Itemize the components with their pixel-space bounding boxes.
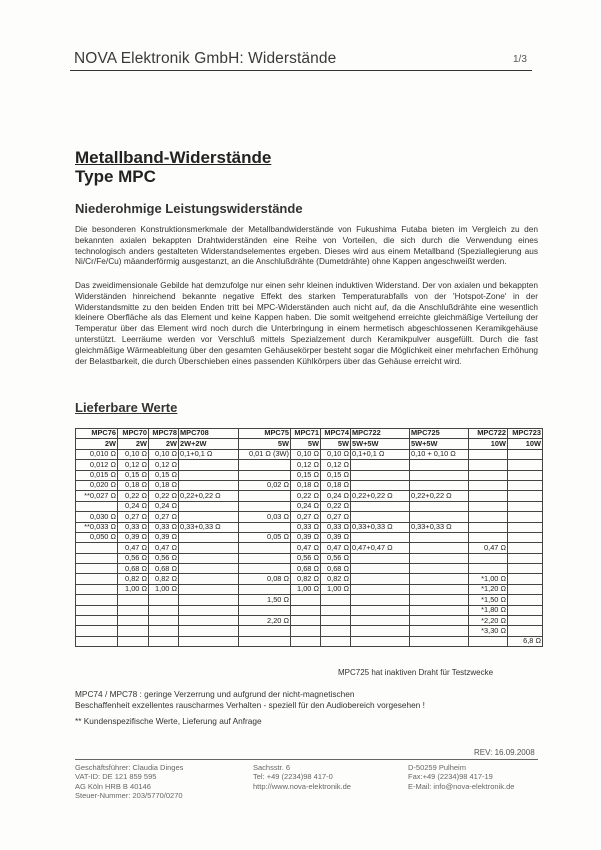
table-cell (179, 470, 239, 480)
table-row (76, 574, 543, 584)
paragraph-details: Das zweidimensionale Gebilde hat demzufolge nur einen sehr kleinen induktiven Widerstand. Der von axialen und bekappten Widerständen hinreichend bekannte negative Effekt des starken Temperaturabfalls von der 'Hotspot-Zone' in der Widerstandsmitte zu den beiden Enden tritt bei MPC-Widerständen auch nicht auf, da die Anschlußdrähte eine wesentlich kleinere Oberfläche als das Element und keine Kappen haben. Die somit weitgehend erreichte gleichmäßige Verteilung der Temperatur über das Element wird noch durch die Unterbringung in einem hermetisch abgeschlossenen Keramikgehäuse unterstützt. Leerräume werden vor Verschluß mittels Spezialzement durch Keramikpulver ausgefüllt. Durch die fast gleichmäßige Wärmeableitung über den gesamten Gehäusekörper besteht sogar die Möglichkeit einer mehrfachen Erhöhung der Belastbarkeit, die durch Überschieben eines passenden Kühlkörpers über das Gehäuse erreicht wird. (75, 280, 538, 366)
table-cell (508, 574, 543, 584)
table-cell (239, 491, 291, 501)
table-cell (76, 636, 118, 646)
table-row (76, 553, 543, 563)
table-cell: 0,22 Ω (149, 491, 179, 501)
table-cell (469, 491, 508, 501)
table-cell (351, 584, 410, 594)
table-cell (508, 553, 543, 563)
table-row (76, 491, 543, 501)
table-cell: 1,50 Ω (239, 595, 291, 605)
table-cell (469, 522, 508, 532)
table-row (76, 564, 543, 574)
table-cell (351, 574, 410, 584)
table-cell: **0,033 Ω (76, 522, 118, 532)
table-cell (239, 564, 291, 574)
table-cell (179, 574, 239, 584)
table-cell: MPC725 (410, 429, 469, 439)
table-row (76, 449, 543, 459)
table-cell (410, 574, 469, 584)
table-cell: MPC76 (76, 429, 118, 439)
table-cell (76, 584, 118, 594)
table-cell (118, 605, 149, 615)
page-subtitle: Type MPC (75, 167, 156, 186)
table-cell (76, 543, 118, 553)
table-cell: 0,020 Ω (76, 480, 118, 490)
mpc725-note: MPC725 hat inaktiven Draht für Testzwecke (338, 668, 494, 677)
table-cell: *1,20 Ω (469, 584, 508, 594)
table-cell (351, 626, 410, 636)
table-cell (239, 584, 291, 594)
table-cell (351, 553, 410, 563)
table-cell (410, 584, 469, 594)
table-cell (239, 636, 291, 646)
table-cell (76, 553, 118, 563)
table-cell: 0,39 Ω (149, 532, 179, 542)
table-row (76, 470, 543, 480)
footer-line: VAT-ID: DE 121 859 595 (75, 772, 157, 782)
footer-line: Steuer-Nummer: 203/5770/0270 (75, 790, 183, 800)
table-cell (351, 605, 410, 615)
table-cell: 0,82 Ω (291, 574, 321, 584)
table-cell: 0,22 Ω (291, 491, 321, 501)
footer-line: Sachsstr. 6 (253, 763, 291, 772)
revision-date: REV: 16.09.2008 (474, 748, 535, 757)
table-cell (410, 564, 469, 574)
table-cell: 0,05 Ω (239, 532, 291, 542)
table-cell: *2,20 Ω (469, 616, 508, 626)
table-cell (508, 626, 543, 636)
table-row (76, 512, 543, 522)
table-cell (179, 532, 239, 542)
table-cell (508, 449, 543, 459)
table-cell: 0,47 Ω (291, 543, 321, 553)
table-cell (179, 595, 239, 605)
table-cell: 5W (321, 439, 351, 449)
table-row (76, 584, 543, 594)
table-cell: 0,33+0,33 Ω (179, 522, 239, 532)
mpc74-note-line1: MPC74 / MPC78 : geringe Verzerrung und aufgrund der nicht-magnetischen (75, 689, 355, 699)
table-cell (351, 532, 410, 542)
footer-contact (408, 763, 514, 791)
table-cell: 0,33 Ω (149, 522, 179, 532)
table-cell: 0,12 Ω (321, 460, 351, 470)
table-cell: 0,68 Ω (321, 564, 351, 574)
table-cell: 1,00 Ω (321, 584, 351, 594)
footer-line: Tel: +49 (2234)98 417-0 (253, 772, 333, 782)
table-cell: 10W (508, 439, 543, 449)
table-cell: 0,27 Ω (118, 512, 149, 522)
table-header-row (76, 439, 543, 449)
table-cell: MPC708 (179, 429, 239, 439)
table-cell: 0,02 Ω (239, 480, 291, 490)
table-cell: 0,47 Ω (149, 543, 179, 553)
table-row (76, 605, 543, 615)
table-cell (179, 584, 239, 594)
table-cell (410, 512, 469, 522)
table-cell (508, 543, 543, 553)
table-cell: 0,24 Ω (321, 491, 351, 501)
table-cell: 0,22+0,22 Ω (179, 491, 239, 501)
table-row (76, 460, 543, 470)
table-cell (508, 501, 543, 511)
table-heading: Lieferbare Werte (75, 400, 178, 415)
footer-email-link[interactable]: E-Mail: info@nova-elektronik.de (408, 781, 515, 791)
table-cell (469, 564, 508, 574)
table-cell (410, 553, 469, 563)
table-cell (321, 636, 351, 646)
table-row (76, 532, 543, 542)
table-row (76, 522, 543, 532)
table-cell (508, 522, 543, 532)
table-cell: 0,33 Ω (321, 522, 351, 532)
table-cell: 0,01 Ω (3W) (239, 449, 291, 459)
table-cell: 0,24 Ω (149, 501, 179, 511)
table-cell: 5W (291, 439, 321, 449)
table-cell: 0,15 Ω (149, 470, 179, 480)
table-cell (76, 595, 118, 605)
table-cell (239, 553, 291, 563)
table-cell: 0,33+0,33 Ω (410, 522, 469, 532)
table-cell: 0,15 Ω (291, 470, 321, 480)
table-cell (239, 522, 291, 532)
table-cell: 0,18 Ω (321, 480, 351, 490)
table-cell (410, 501, 469, 511)
table-cell (149, 616, 179, 626)
footer-line: Geschäftsführer: Claudia Dinges (75, 763, 184, 772)
table-cell: 0,050 Ω (76, 532, 118, 542)
page-number: 1/3 (513, 54, 527, 65)
table-cell: 0,82 Ω (149, 574, 179, 584)
table-cell (351, 595, 410, 605)
table-cell: 0,12 Ω (149, 460, 179, 470)
table-cell (291, 636, 321, 646)
table-cell: 0,82 Ω (118, 574, 149, 584)
table-cell (410, 626, 469, 636)
table-cell: 0,12 Ω (118, 460, 149, 470)
table-cell (351, 501, 410, 511)
table-cell (149, 626, 179, 636)
table-cell (179, 543, 239, 553)
table-cell (508, 480, 543, 490)
table-cell: 0,015 Ω (76, 470, 118, 480)
table-cell (469, 449, 508, 459)
table-cell: 2W+2W (179, 439, 239, 449)
table-cell (321, 595, 351, 605)
table-cell: 10W (469, 439, 508, 449)
table-cell (508, 595, 543, 605)
table-cell (508, 470, 543, 480)
table-cell: 1,00 Ω (118, 584, 149, 594)
table-cell (179, 512, 239, 522)
table-cell: *1,00 Ω (469, 574, 508, 584)
table-cell: 0,12 Ω (291, 460, 321, 470)
table-cell (118, 616, 149, 626)
table-cell: 0,68 Ω (118, 564, 149, 574)
table-cell: 0,18 Ω (149, 480, 179, 490)
table-cell: 0,1+0,1 Ω (351, 449, 410, 459)
table-cell: 0,24 Ω (118, 501, 149, 511)
footer-divider (75, 759, 538, 760)
table-cell (508, 512, 543, 522)
page-title: Metallband-Widerstände (75, 148, 272, 167)
table-cell (291, 626, 321, 636)
table-cell (179, 636, 239, 646)
table-cell: *1,80 Ω (469, 605, 508, 615)
table-cell: 0,10 + 0,10 Ω (410, 449, 469, 459)
table-cell (410, 636, 469, 646)
table-cell (508, 584, 543, 594)
table-cell (469, 553, 508, 563)
footer-line: D-50259 Pulheim (408, 763, 466, 772)
table-cell (179, 605, 239, 615)
table-cell: 0,15 Ω (118, 470, 149, 480)
table-cell: 0,010 Ω (76, 449, 118, 459)
table-header-row (76, 429, 543, 439)
table-cell: 0,08 Ω (239, 574, 291, 584)
table-cell (149, 636, 179, 646)
table-row (76, 501, 543, 511)
table-cell (469, 501, 508, 511)
table-cell: 0,56 Ω (118, 553, 149, 563)
table-cell (179, 626, 239, 636)
header-divider (70, 70, 532, 71)
table-cell: 0,39 Ω (321, 532, 351, 542)
table-cell (76, 626, 118, 636)
table-cell (321, 605, 351, 615)
table-cell (118, 626, 149, 636)
table-cell (76, 564, 118, 574)
table-cell: 2,20 Ω (239, 616, 291, 626)
table-cell: 0,22+0,22 Ω (351, 491, 410, 501)
custom-values-note: ** Kundenspezifische Werte, Lieferung auf Anfrage (75, 716, 262, 726)
table-cell: 0,47 Ω (118, 543, 149, 553)
table-cell (291, 616, 321, 626)
table-cell (179, 480, 239, 490)
table-cell: 0,24 Ω (291, 501, 321, 511)
table-cell: 0,68 Ω (291, 564, 321, 574)
table-cell (351, 616, 410, 626)
table-cell (508, 491, 543, 501)
header-title: NOVA Elektronik GmbH: Widerstände (74, 50, 337, 67)
footer-line: Fax:+49 (2234)98 417-19 (408, 772, 493, 782)
table-cell: 0,22 Ω (321, 501, 351, 511)
table-cell: 5W+5W (410, 439, 469, 449)
table-cell: 0,82 Ω (321, 574, 351, 584)
table-cell (508, 460, 543, 470)
table-cell: 0,10 Ω (118, 449, 149, 459)
table-row (76, 616, 543, 626)
table-cell: 0,56 Ω (149, 553, 179, 563)
table-row (76, 626, 543, 636)
table-cell: *1,50 Ω (469, 595, 508, 605)
table-cell: 0,47 Ω (321, 543, 351, 553)
table-cell (179, 460, 239, 470)
table-cell (291, 595, 321, 605)
table-cell (410, 460, 469, 470)
table-row (76, 543, 543, 553)
table-cell (179, 501, 239, 511)
table-cell: 0,33+0,33 Ω (351, 522, 410, 532)
table-cell: MPC722 (469, 429, 508, 439)
table-cell: MPC75 (239, 429, 291, 439)
table-row (76, 595, 543, 605)
table-cell: 0,39 Ω (291, 532, 321, 542)
table-cell (469, 470, 508, 480)
table-cell: 0,68 Ω (149, 564, 179, 574)
table-cell: 0,030 Ω (76, 512, 118, 522)
footer-website-link[interactable]: http://www.nova-elektronik.de (253, 781, 351, 791)
table-cell (351, 564, 410, 574)
table-cell (508, 616, 543, 626)
table-cell: 0,18 Ω (118, 480, 149, 490)
table-cell: 0,39 Ω (118, 532, 149, 542)
table-cell: 1,00 Ω (291, 584, 321, 594)
table-cell: 0,33 Ω (118, 522, 149, 532)
table-cell: *3,30 Ω (469, 626, 508, 636)
table-cell (239, 470, 291, 480)
table-cell: 0,10 Ω (149, 449, 179, 459)
table-cell (469, 512, 508, 522)
table-cell (118, 595, 149, 605)
table-cell: 0,27 Ω (321, 512, 351, 522)
table-cell: 5W+5W (351, 439, 410, 449)
table-cell: 2W (149, 439, 179, 449)
table-cell: 1,00 Ω (149, 584, 179, 594)
table-cell (118, 636, 149, 646)
table-cell (469, 532, 508, 542)
table-cell (410, 595, 469, 605)
table-cell: 2W (76, 439, 118, 449)
table-cell: 0,1+0,1 Ω (179, 449, 239, 459)
section-heading: Niederohmige Leistungswiderstände (75, 201, 303, 216)
table-cell: 0,03 Ω (239, 512, 291, 522)
table-cell (239, 501, 291, 511)
table-cell: 5W (239, 439, 291, 449)
table-cell (351, 480, 410, 490)
table-cell (410, 616, 469, 626)
table-cell (410, 543, 469, 553)
table-cell (76, 574, 118, 584)
table-cell: 0,33 Ω (291, 522, 321, 532)
table-cell (76, 501, 118, 511)
footer-address (253, 763, 351, 791)
table-cell: 0,27 Ω (291, 512, 321, 522)
table-cell (410, 532, 469, 542)
table-cell: 0,22+0,22 Ω (410, 491, 469, 501)
values-table (75, 428, 543, 647)
table-cell: **0,027 Ω (76, 491, 118, 501)
table-cell (351, 512, 410, 522)
table-cell (351, 470, 410, 480)
table-cell: 0,10 Ω (321, 449, 351, 459)
table-cell (179, 564, 239, 574)
table-cell (351, 636, 410, 646)
table-cell (410, 605, 469, 615)
mpc74-note (75, 689, 425, 711)
table-cell (508, 605, 543, 615)
table-cell (239, 460, 291, 470)
table-cell (508, 564, 543, 574)
table-cell (149, 605, 179, 615)
table-row (76, 480, 543, 490)
table-cell (351, 460, 410, 470)
footer-company-info (75, 763, 183, 800)
table-cell (469, 460, 508, 470)
paragraph-intro: Die besonderen Konstruktionsmerkmale der Metallbandwiderstände von Fukushima Futaba bieten im Vergleich zu den bekannten axialen bekappten Drahtwiderständen eine Reihe von Vorteilen, die sich durch die Verwendung eines technologisch anders gestalteten Widerstandselementes ergeben. Dieses wird aus einem Metallband (Speziallegierung aus Ni/Cr/Fe/Cu) mäanderförmig ausgestanzt, an die Anschlußdrähte (Dumetdrähte) ohne Kappen angeschweißt werden. (75, 224, 538, 267)
table-cell: 0,47 Ω (469, 543, 508, 553)
footer-line: AG Köln HRB B 40146 (75, 781, 151, 791)
table-cell (239, 626, 291, 636)
table-cell (410, 480, 469, 490)
table-cell: MPC78 (149, 429, 179, 439)
table-cell (179, 553, 239, 563)
table-cell (469, 636, 508, 646)
table-cell (179, 616, 239, 626)
table-cell (508, 532, 543, 542)
table-cell (469, 480, 508, 490)
table-cell (239, 605, 291, 615)
table-row (76, 636, 543, 646)
table-cell: MPC74 (321, 429, 351, 439)
table-cell: 0,56 Ω (321, 553, 351, 563)
table-cell (291, 605, 321, 615)
table-cell (149, 595, 179, 605)
table-cell: MPC723 (508, 429, 543, 439)
table-cell: MPC70 (118, 429, 149, 439)
table-cell (76, 616, 118, 626)
table-cell: MPC71 (291, 429, 321, 439)
table-cell: MPC722 (351, 429, 410, 439)
table-cell (321, 616, 351, 626)
table-cell (239, 543, 291, 553)
table-cell (76, 605, 118, 615)
table-cell: 0,15 Ω (321, 470, 351, 480)
table-cell: 0,27 Ω (149, 512, 179, 522)
table-cell: 0,18 Ω (291, 480, 321, 490)
table-cell: 0,10 Ω (291, 449, 321, 459)
table-cell: 6,8 Ω (508, 636, 543, 646)
table-cell: 0,56 Ω (291, 553, 321, 563)
table-cell (321, 626, 351, 636)
table-cell: 2W (118, 439, 149, 449)
table-cell (410, 470, 469, 480)
table-cell: 0,012 Ω (76, 460, 118, 470)
table-cell: 0,22 Ω (118, 491, 149, 501)
mpc74-note-line2: Beschaffenheit exzellentes rauscharmes Verhalten - speziell für den Audiobereich vorgesehen ! (75, 699, 425, 710)
table-cell: 0,47+0,47 Ω (351, 543, 410, 553)
